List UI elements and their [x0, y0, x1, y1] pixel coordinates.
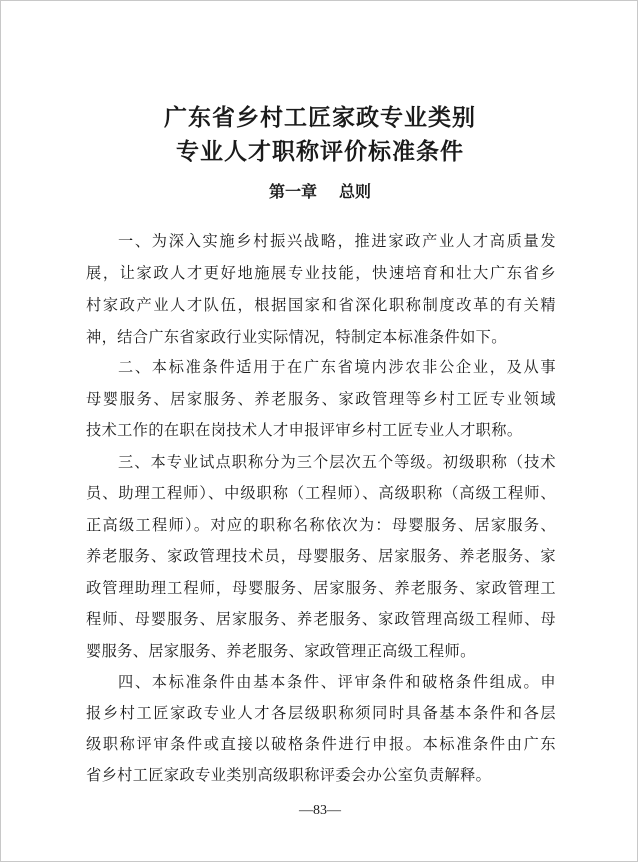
- paragraph-line: 养老服务、家政管理技术员，母婴服务、居家服务、养老服务、家: [86, 547, 556, 565]
- paragraph-line: 四、本标准条件由基本条件、评审条件和破格条件组成。申: [118, 673, 556, 691]
- paragraph-line: 级职称评审条件或直接以破格条件进行申报。本标准条件由广东: [86, 735, 556, 753]
- paragraph-line: 技术工作的在职在岗技术人才申报评审乡村工匠专业人才职称。: [86, 421, 523, 439]
- paragraph-line: 报乡村工匠家政专业人才各层级职称须同时具备基本条件和各层: [86, 704, 556, 722]
- paragraph-line: 母婴服务、居家服务、养老服务、家政管理等乡村工匠专业领域: [86, 390, 556, 408]
- paragraph-line: 正高级工程师）。对应的职称名称依次为：母婴服务、居家服务、: [86, 516, 556, 534]
- paragraph-line: 展，让家政人才更好地施展专业技能，快速培育和壮大广东省乡: [86, 264, 556, 282]
- chapter-name: 总则: [339, 182, 372, 201]
- paragraph-line: 员、助理工程师）、中级职称（工程师）、高级职称（高级工程师、: [86, 484, 556, 502]
- paragraph-line: 政管理助理工程师，母婴服务、居家服务、养老服务、家政管理工: [86, 579, 556, 597]
- paragraph-line: 一、为深入实施乡村振兴战略，推进家政产业人才高质量发: [118, 232, 556, 250]
- paragraph-line: 婴服务、居家服务、养老服务、家政管理正高级工程师。: [86, 642, 476, 660]
- paragraph-line: 神，结合广东省家政行业实际情况，特制定本标准条件如下。: [86, 328, 507, 346]
- page-number: —83—: [299, 803, 341, 818]
- paragraph-line: 程师、母婴服务、居家服务、养老服务、家政管理高级工程师、母: [86, 610, 556, 628]
- paragraph-line: 二、本标准条件适用于在广东省境内涉农非公企业，及从事: [118, 358, 556, 376]
- document-title-line-1: 广东省乡村工匠家政专业类别: [164, 104, 476, 131]
- paragraph-line: 三、本专业试点职称分为三个层次五个等级。初级职称（技术: [118, 453, 556, 471]
- chapter-heading: [1, 179, 638, 202]
- paragraph-line: 村家政产业人才队伍，根据国家和省深化职称制度改革的有关精: [86, 296, 556, 314]
- chapter-label: 第一章: [268, 182, 317, 201]
- paragraph-line: 省乡村工匠家政专业类别高级职称评委会办公室负责解释。: [86, 766, 492, 784]
- document-title-line-2: 专业人才职称评价标准条件: [176, 138, 464, 165]
